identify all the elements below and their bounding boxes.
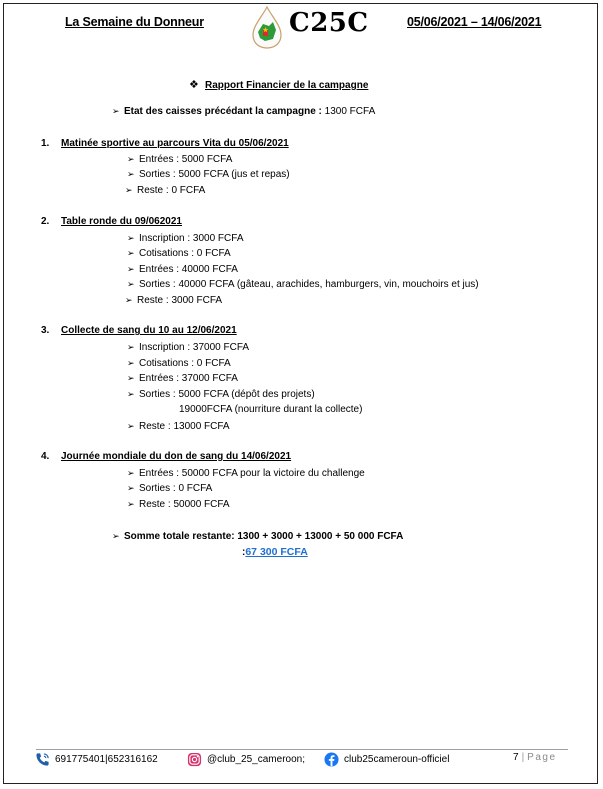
footer-phones: 691775401|652316162 [35, 752, 158, 767]
header-date-range: 05/06/2021 – 14/06/2021 [407, 15, 542, 29]
list-item: ➢ Sorties : 5000 FCFA (jus et repas) [127, 169, 290, 180]
list-item: ➢ Cotisations : 0 FCFA [127, 248, 231, 259]
section-title: Collecte de sang du 10 au 12/06/2021 [61, 325, 237, 336]
arrow-bullet-icon: ➢ [127, 248, 135, 258]
arrow-bullet-icon: ➢ [127, 373, 135, 383]
report-title: ❖ Rapport Financier de la campagne [189, 79, 369, 91]
phone-icon [35, 752, 50, 767]
list-item: ➢ Reste : 0 FCFA [125, 185, 206, 196]
arrow-bullet-icon: ➢ [127, 358, 135, 368]
arrow-bullet-icon: ➢ [127, 421, 135, 431]
list-item: ➢ Sorties : 5000 FCFA (dépôt des projets) [127, 389, 315, 400]
section-title: Table ronde du 09/062021 [61, 216, 182, 227]
list-item: ➢ Reste : 50000 FCFA [127, 499, 230, 510]
section-number: 4. [41, 451, 50, 462]
arrow-bullet-icon: ➢ [112, 531, 120, 541]
list-item: ➢ Entrées : 50000 FCFA pour la victoire du challenge [127, 468, 365, 479]
section-number: 3. [41, 325, 50, 336]
arrow-bullet-icon: ➢ [127, 499, 135, 509]
list-item: ➢ Reste : 3000 FCFA [125, 295, 223, 306]
list-item: ➢ Cotisations : 0 FCFA [127, 358, 231, 369]
total-value: :67 300 FCFA [242, 546, 308, 558]
page-number: 7 | Page [513, 752, 557, 763]
list-item: ➢ Entrées : 40000 FCFA [127, 264, 238, 275]
list-item: ➢ Inscription : 3000 FCFA [127, 233, 244, 244]
opening-balance: ➢ Etat des caisses précédant la campagne : 1300 FCFA [112, 106, 376, 117]
arrow-bullet-icon: ➢ [127, 264, 135, 274]
list-item: ➢ Sorties : 0 FCFA [127, 483, 213, 494]
list-item: ➢ Entrées : 5000 FCFA [127, 154, 233, 165]
arrow-bullet-icon: ➢ [127, 279, 135, 289]
arrow-bullet-icon: ➢ [112, 106, 120, 116]
facebook-icon [324, 752, 339, 767]
arrow-bullet-icon: ➢ [127, 169, 135, 179]
footer-facebook: club25cameroun-officiel [324, 752, 449, 767]
footer-divider [36, 749, 568, 750]
cameroon-drop-logo [249, 6, 285, 50]
arrow-bullet-icon: ➢ [125, 295, 133, 305]
header-event-title: La Semaine du Donneur [65, 15, 204, 29]
list-item: ➢ Sorties : 40000 FCFA (gâteau, arachides, hamburgers, vin, mouchoirs et jus) [127, 279, 479, 290]
section-number: 2. [41, 216, 50, 227]
arrow-bullet-icon: ➢ [127, 342, 135, 352]
instagram-icon [187, 752, 202, 767]
list-item-continuation: 19000FCFA (nourriture durant la collecte) [179, 404, 363, 415]
footer-instagram: @club_25_cameroon; [187, 752, 305, 767]
arrow-bullet-icon: ➢ [127, 154, 135, 164]
arrow-bullet-icon: ➢ [127, 483, 135, 493]
section-title: Matinée sportive au parcours Vita du 05/06/2021 [61, 138, 289, 149]
arrow-bullet-icon: ➢ [125, 185, 133, 195]
arrow-bullet-icon: ➢ [127, 233, 135, 243]
section-title: Journée mondiale du don de sang du 14/06/2021 [61, 451, 292, 462]
list-item: ➢ Entrées : 37000 FCFA [127, 373, 238, 384]
list-item: ➢ Reste : 13000 FCFA [127, 421, 230, 432]
list-item: ➢ Inscription : 37000 FCFA [127, 342, 250, 353]
section-number: 1. [41, 138, 50, 149]
diamond-bullet-icon: ❖ [189, 79, 199, 91]
total-remaining: ➢ Somme totale restante: 1300 + 3000 + 13000 + 50 000 FCFA [112, 531, 404, 542]
brand-logo-text: C25C [289, 8, 369, 38]
arrow-bullet-icon: ➢ [127, 389, 135, 399]
arrow-bullet-icon: ➢ [127, 468, 135, 478]
total-amount-link[interactable]: 67 300 FCFA [245, 546, 308, 558]
